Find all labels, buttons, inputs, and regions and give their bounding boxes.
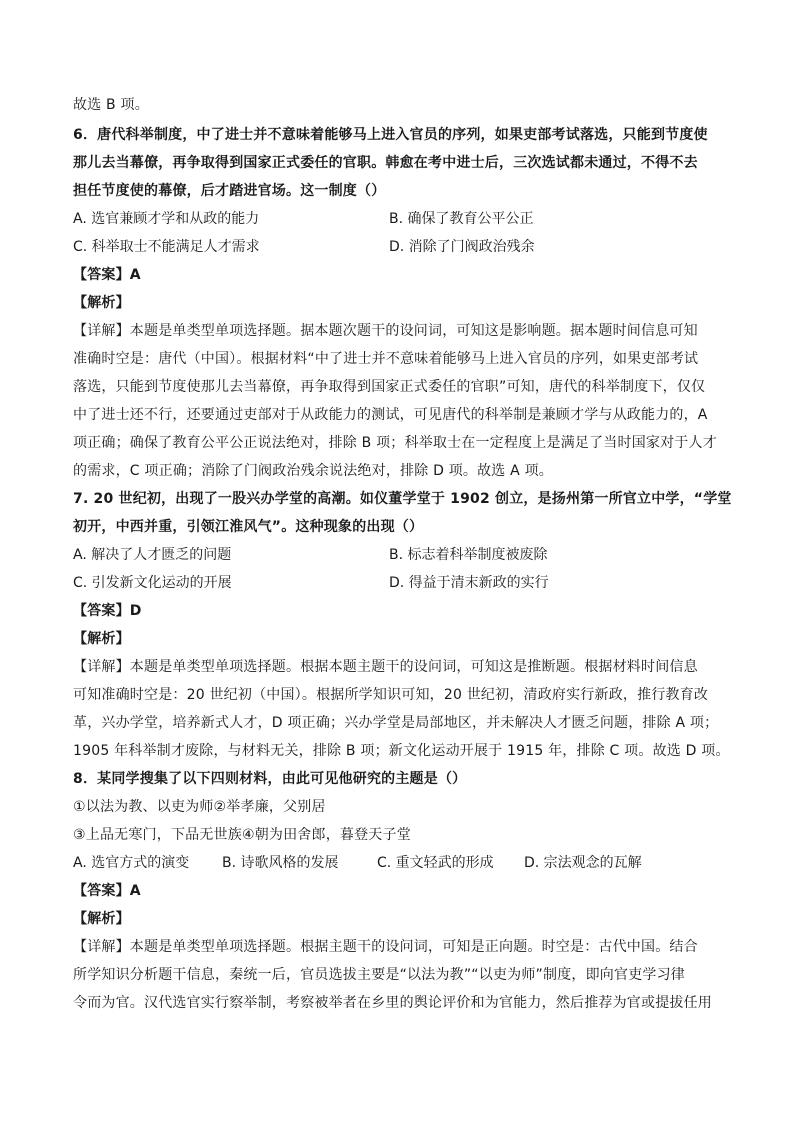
question-6-analysis-label: 【解析】 — [73, 295, 130, 311]
question-7-option-a: A. 解决了人才匮乏的问题 — [73, 547, 232, 563]
question-6-stem-line-2: 那儿去当幕僚，再争取得到国家正式委任的官职。韩愈在考中进士后，三次选试都未通过，不得不去 — [73, 155, 698, 171]
question-7-option-d: D. 得益于清末新政的实行 — [389, 575, 549, 591]
question-8-analysis-label: 【解析】 — [73, 911, 130, 927]
question-8-stem-line-1: 8．某同学搜集了以下四则材料，由此可见他研究的主题是（） — [73, 771, 467, 787]
question-7-stem-line-1: 7. 20 世纪初，出现了一股兴办学堂的高潮。如仪董学堂于 1902 创立，是扬州第一所官立中学，“学堂 — [73, 491, 732, 507]
question-6-answer: 【答案】A — [73, 267, 141, 283]
question-8-detail-line-2: 所学知识分析题干信息，秦统一后，官员选拔主要是“以法为教”“以吏为师”制度，即向官吏学习律 — [73, 967, 686, 983]
question-7-detail-line-2: 可知准确时空是：20 世纪初（中国）。根据所学知识可知，20 世纪初，清政府实行新政，推行教育改 — [73, 687, 709, 703]
question-7-detail-line-4: 1905 年科举制才废除，与材料无关，排除 B 项；新文化运动开展于 1915 年，排除 C 项。故选 D 项。 — [73, 743, 730, 759]
question-7-detail-line-1: 【详解】本题是单类型单项选择题。根据本题主题干的设问词，可知这是推断题。根据材料时间信息 — [73, 659, 698, 675]
question-6-option-a: A. 选官兼顾才学和从政的能力 — [73, 211, 260, 227]
previous-answer-conclusion: 故选 B 项。 — [73, 97, 149, 113]
question-8-option-b: B. 诗歌风格的发展 — [222, 855, 339, 871]
question-8-material-line-2: ③上品无寒门，下品无世族④朝为田舍郎，暮登天子堂 — [73, 827, 411, 843]
question-6-option-d: D. 消除了门阀政治残余 — [389, 239, 535, 255]
question-6-stem-line-3: 担任节度使的幕僚，后才踏进官场。这一制度（） — [73, 183, 386, 199]
question-8-option-c: C. 重文轻武的形成 — [377, 855, 494, 871]
question-6-detail-line-3: 落选，只能到节度使那儿去当幕僚，再争取得到国家正式委任的官职”可知，唐代的科举制度下，仅仅 — [73, 379, 706, 395]
question-6-detail-line-5: 项正确；确保了教育公平公正说法绝对，排除 B 项；科举取士在一定程度上是满足了当时国家对于人才 — [73, 435, 717, 451]
question-6-option-c: C. 科举取士不能满足人才需求 — [73, 239, 260, 255]
question-8-material-line-1: ①以法为教、以吏为师②举孝廉，父别居 — [73, 799, 326, 815]
question-7-option-b: B. 标志着科举制度被废除 — [389, 547, 548, 563]
question-8-detail-line-1: 【详解】本题是单类型单项选择题。根据主题干的设问词，可知是正向题。时空是：古代中国。结合 — [73, 939, 698, 955]
question-7-analysis-label: 【解析】 — [73, 631, 130, 647]
question-8-option-a: A. 选官方式的演变 — [73, 855, 190, 871]
question-7-answer: 【答案】D — [73, 603, 142, 619]
question-7-option-c: C. 引发新文化运动的开展 — [73, 575, 232, 591]
question-6-detail-line-4: 中了进士还不行，还要通过吏部对于从政能力的测试，可见唐代的科举制是兼顾才学与从政能力的，A — [73, 407, 708, 423]
question-6-option-b: B. 确保了教育公平公正 — [389, 211, 534, 227]
question-6-stem-line-1: 6．唐代科举制度，中了进士并不意味着能够马上进入官员的序列，如果吏部考试落选，只能到节度使 — [73, 127, 708, 143]
question-8-answer: 【答案】A — [73, 883, 141, 899]
question-6-detail-line-2: 准确时空是：唐代（中国）。根据材料“中了进士并不意味着能够马上进入官员的序列，如果吏部考试 — [73, 351, 699, 367]
question-6-detail-line-1: 【详解】本题是单类型单项选择题。据本题次题干的设问词，可知这是影响题。据本题时间信息可知 — [73, 323, 698, 339]
question-6-detail-line-6: 的需求，C 项正确；消除了门阀政治残余说法绝对，排除 D 项。故选 A 项。 — [73, 463, 553, 479]
question-7-stem-line-2: 初开，中西并重，引领江淮风气”。这种现象的出现（） — [73, 519, 424, 535]
question-8-option-d: D. 宗法观念的瓦解 — [524, 855, 642, 871]
question-8-detail-line-3: 令而为官。汉代选官实行察举制，考察被举者在乡里的舆论评价和为官能力，然后推荐为官或提拔任用 — [73, 995, 712, 1011]
question-7-detail-line-3: 革，兴办学堂，培养新式人才，D 项正确；兴办学堂是局部地区，并未解决人才匮乏问题，排除 A 项； — [73, 715, 719, 731]
